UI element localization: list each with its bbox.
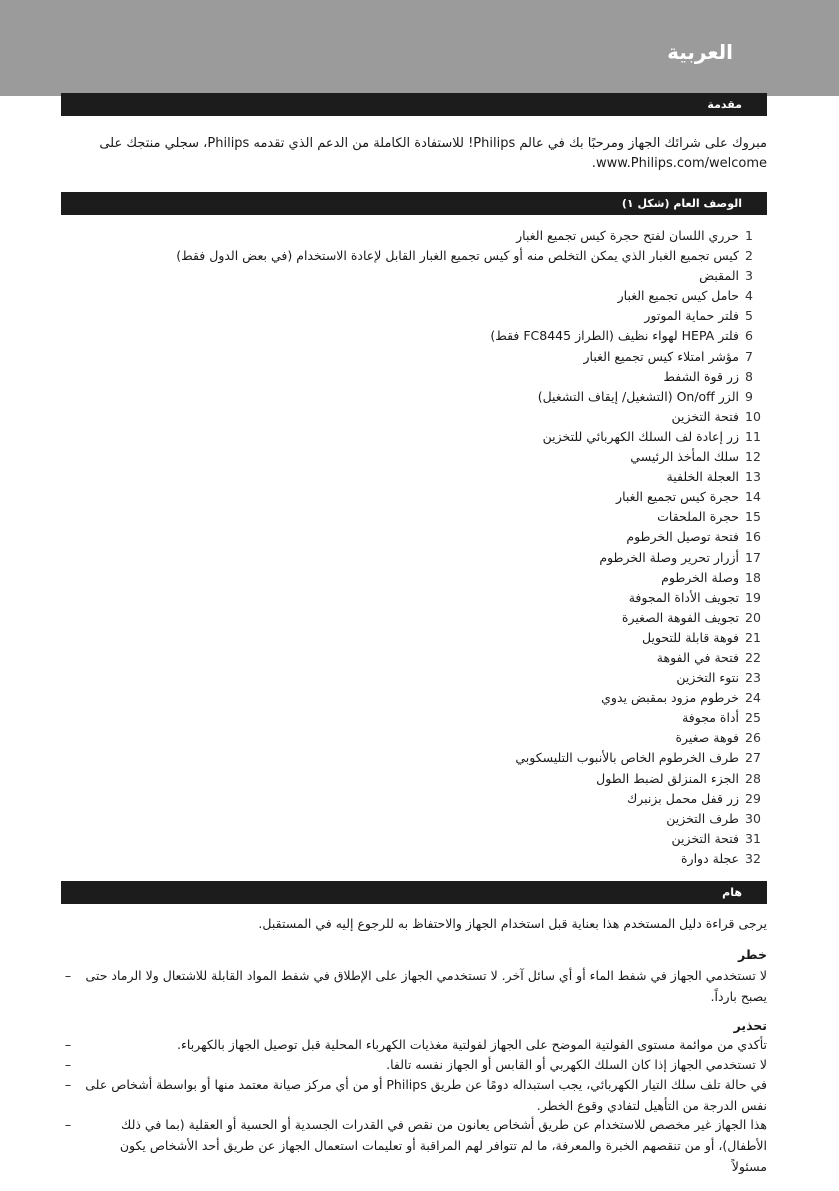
list-item	[61, 527, 767, 547]
list-item	[61, 769, 767, 789]
list-item-text: حجرة كيس تجميع الغبار	[616, 489, 739, 505]
list-item-text: فلتر HEPA لهواء نظيف (الطراز FC8445 فقط)	[490, 328, 739, 344]
list-item	[61, 809, 767, 829]
list-item-number: 1	[745, 228, 753, 243]
list-item-number: 6	[745, 328, 753, 344]
danger-text: لا تستخدمي الجهاز في شفط الماء أو أي سائل آخر. لا تستخدمي الجهاز على الإطلاق في شفط المواد القابلة للاشتعال ولا الرماد حتى يصبح بارداً.	[85, 968, 767, 1004]
warning-text: لا تستخدمي الجهاز إذا كان السلك الكهربي أو القابس أو الجهاز نفسه تالفا.	[386, 1057, 767, 1072]
list-item	[61, 427, 767, 447]
list-item	[61, 668, 767, 688]
list-item	[61, 849, 767, 869]
list-item-text: العجلة الخلفية	[666, 469, 739, 485]
bullet-dash: –	[64, 1057, 72, 1072]
list-item	[61, 688, 767, 708]
list-item	[61, 246, 767, 266]
language-label: العربية	[667, 40, 733, 64]
danger-heading: خطر	[738, 947, 767, 962]
list-item-text: مؤشر امتلاء كيس تجميع الغبار	[583, 348, 739, 364]
list-item-text: سلك المأخذ الرئيسي	[630, 449, 739, 465]
list-item-number: 31	[745, 830, 761, 846]
list-item	[61, 347, 767, 367]
intro-heading: مقدمة	[61, 93, 767, 116]
header-band	[0, 0, 839, 96]
list-item-number: 28	[745, 770, 761, 786]
list-item-number: 11	[745, 428, 761, 444]
list-item	[61, 708, 767, 728]
list-item-number: 19	[745, 589, 761, 605]
list-item	[61, 608, 767, 628]
list-item	[61, 407, 767, 427]
list-item-text: أداة مجوفة	[682, 710, 739, 726]
general-description-heading: الوصف العام (شكل ١)	[61, 192, 767, 215]
list-item	[61, 789, 767, 809]
list-item-text: نتوء التخزين	[676, 670, 739, 686]
list-item-text: فتحة توصيل الخرطوم	[626, 529, 739, 545]
list-item-number: 27	[745, 750, 761, 766]
list-item-number: 20	[745, 609, 761, 625]
list-item-text: زر قوة الشفط	[663, 368, 739, 384]
bullet-dash: –	[64, 968, 72, 983]
list-item-number: 8	[745, 368, 753, 384]
parts-list	[61, 226, 767, 869]
list-item	[61, 467, 767, 487]
warning-text: هذا الجهاز غير مخصص للاستخدام عن طريق أشخاص يعانون من نقص في القدرات الجسدية أو الحسية أو العقلية (بما في ذلك الأطفال)، أو من تنقصهم الخبرة والمعرفة، ما لم تتوافر لهم المراقبة أو تعليمات استعمال الجهاز عن طريق أحد الأشخاص يكون مسئولاً	[119, 1117, 767, 1174]
list-item-number: 21	[745, 629, 761, 645]
list-item-text: الجزء المنزلق لضبط الطول	[596, 770, 739, 786]
list-item	[61, 487, 767, 507]
list-item	[61, 226, 767, 246]
list-item	[61, 728, 767, 748]
list-item-text: تجويف الفوهة الصغيرة	[621, 609, 739, 625]
list-item-text: وصلة الخرطوم	[661, 569, 739, 585]
list-item-number: 12	[745, 449, 761, 465]
list-item-number: 14	[745, 489, 761, 505]
list-item	[61, 266, 767, 286]
list-item-number: 17	[745, 549, 761, 565]
list-item-number: 22	[745, 649, 761, 665]
danger-item	[61, 965, 767, 1007]
list-item-number: 30	[745, 810, 761, 826]
list-item	[61, 326, 767, 346]
list-item-number: 3	[745, 268, 753, 284]
list-item-number: 9	[745, 388, 753, 404]
list-item	[61, 507, 767, 527]
list-item-text: حرري اللسان لفتح حجرة كيس تجميع الغبار	[516, 228, 739, 243]
list-item-text: أزرار تحرير وصلة الخرطوم	[599, 549, 739, 565]
list-item-text: فلتر حماية الموتور	[644, 308, 739, 324]
list-item-number: 10	[745, 408, 761, 424]
list-item-text: زر إعادة لف السلك الكهربائي للتخزين	[542, 428, 739, 444]
list-item	[61, 748, 767, 768]
warning-text: تأكدي من موائمة مستوى الفولتية الموضح على الجهاز لفولتية مغذيات الكهرباء المحلية قبل توصيل الجهاز بالكهرباء.	[177, 1037, 767, 1052]
list-item-text: حامل كيس تجميع الغبار	[617, 288, 739, 304]
list-item-number: 5	[745, 308, 753, 324]
list-item-text: عجلة دوارة	[680, 850, 739, 866]
list-item-number: 29	[745, 790, 761, 806]
list-item-text: خرطوم مزود بمقبض يدوي	[601, 690, 739, 706]
bullet-dash: –	[64, 1037, 72, 1052]
bullet-dash: –	[64, 1117, 72, 1132]
list-item-text: كيس تجميع الغبار الذي يمكن التخلص منه أو كيس تجميع الغبار القابل لإعادة الاستخدام (في بعض الدول فقط)	[176, 248, 739, 264]
list-item-number: 25	[745, 710, 761, 726]
list-item	[61, 588, 767, 608]
list-item-number: 24	[745, 690, 761, 706]
list-item-text: فوهة صغيرة	[675, 730, 739, 746]
list-item-number: 32	[745, 850, 761, 866]
list-item-number: 18	[745, 569, 761, 585]
list-item-text: فوهة قابلة للتحويل	[642, 629, 739, 645]
list-item-number: 7	[745, 348, 753, 364]
list-item-text: فتحة التخزين	[671, 408, 739, 424]
list-item	[61, 387, 767, 407]
list-item-text: تجويف الأداة المجوفة	[628, 589, 739, 605]
list-item-text: طرف الخرطوم الخاص بالأنبوب التليسكوبي	[515, 750, 739, 766]
list-item	[61, 628, 767, 648]
list-item-text: فتحة في الفوهة	[656, 649, 739, 665]
list-item-number: 26	[745, 730, 761, 746]
list-item	[61, 568, 767, 588]
list-item-number: 23	[745, 670, 761, 686]
list-item-text: حجرة الملحقات	[657, 509, 739, 525]
list-item	[61, 648, 767, 668]
list-item-text: زر قفل محمل بزنبرك	[626, 790, 739, 806]
warning-heading: تحذير	[733, 1018, 767, 1033]
list-item-text: فتحة التخزين	[671, 830, 739, 846]
list-item	[61, 306, 767, 326]
list-item-text: المقبض	[699, 268, 739, 284]
list-item	[61, 829, 767, 849]
list-item	[61, 286, 767, 306]
list-item	[61, 548, 767, 568]
intro-text: مبروك على شرائك الجهاز ومرحبًا بك في عالم Philips! للاستفادة الكاملة من الدعم الذي تقدمه Philips، سجلي منتجك على www.Philips.com/welcome.	[99, 136, 767, 171]
important-heading: هام	[61, 881, 767, 904]
list-item-number: 15	[745, 509, 761, 525]
list-item-text: طرف التخزين	[666, 810, 739, 826]
list-item-number: 16	[745, 529, 761, 545]
warning-text: في حالة تلف سلك التيار الكهربائي، يجب استبداله دومًا عن طريق Philips أو من أي مركز صيانة معتمد منها أو بواسطة أشخاص على نفس الدرجة من التأهيل لتفادي وقوع الخطر.	[85, 1077, 767, 1113]
list-item	[61, 367, 767, 387]
important-intro: يرجى قراءة دليل المستخدم هذا بعناية قبل استخدام الجهاز والاحتفاظ به للرجوع إليه في المستقبل.	[258, 916, 767, 931]
list-item-number: 2	[745, 248, 753, 264]
list-item-number: 13	[745, 469, 761, 485]
list-item-text: الزر On/off (التشغيل/ إيقاف التشغيل)	[537, 388, 739, 404]
bullet-dash: –	[64, 1077, 72, 1092]
list-item-number: 4	[745, 288, 753, 304]
list-item	[61, 447, 767, 467]
